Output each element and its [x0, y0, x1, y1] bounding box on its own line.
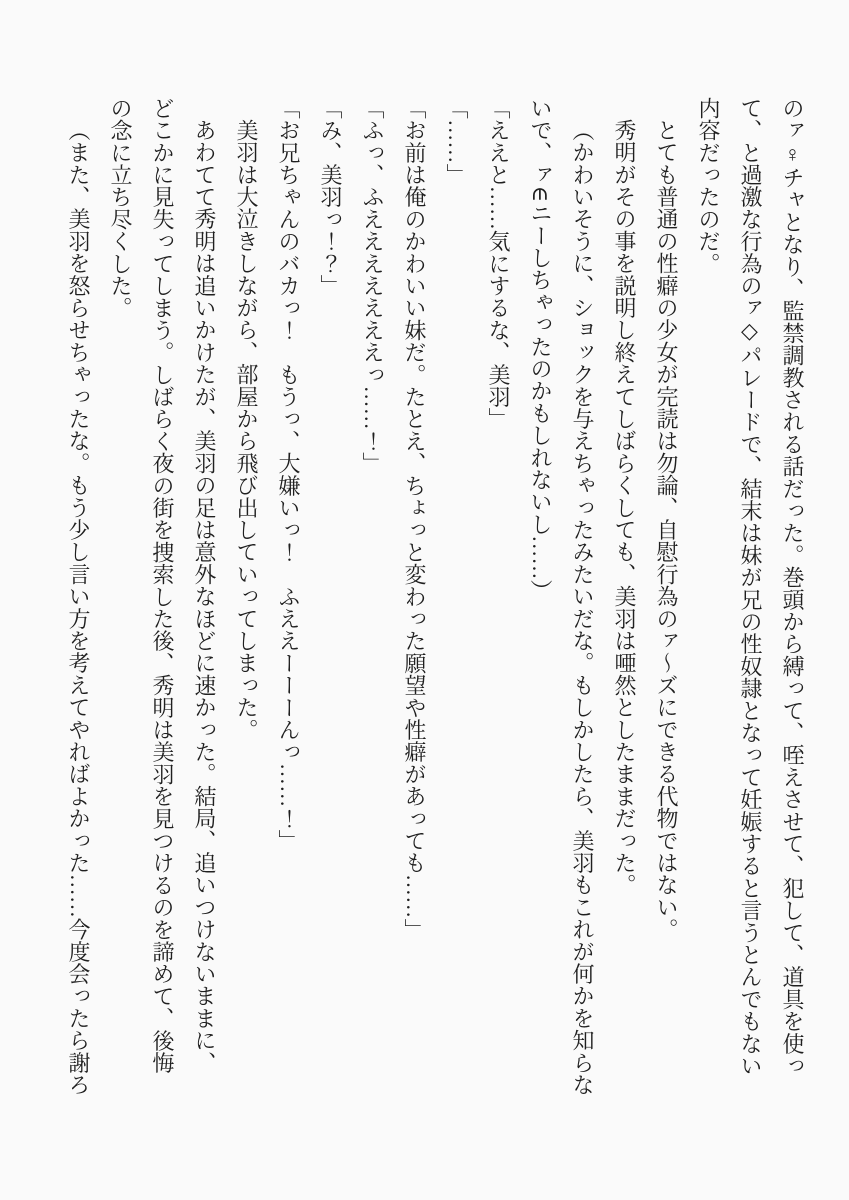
text-line: 「お前は俺のかわいい妹だ。たとえ、ちょっと変わった願望や性癖があっても……」: [402, 97, 427, 941]
text-line: 「ええと……気にするな、美羽」: [486, 97, 511, 430]
text-line: 「お兄ちゃんのバカっ！ もうっ、大嫌いっ！ ふええーーーんっ……！」: [276, 97, 301, 852]
text-line: あわてて秀明は追いかけたが、美羽の足は意外なほどに速かった。結局、追いつけないままに、: [192, 119, 217, 1074]
text-line: のァ♀チャとなり、監禁調教される話だった。巻頭から縛って、咥えさせて、犯して、道具を使っ: [780, 97, 805, 1077]
text-line: （また、美羽を怒らせちゃったな。もう少し言い方を考えてやればよかった……今度会ったら謝ろ: [66, 119, 91, 1096]
text-line: 「み、美羽っ！？」: [318, 97, 343, 297]
text-line: とても普通の性癖の少女が完読は勿論、自慰行為のァ～ズにできる代物ではない。: [654, 119, 679, 941]
text-line: いで、ァ∈ニーしちゃったのかもしれないし……）: [528, 97, 553, 602]
text-line: 「……」: [444, 97, 469, 186]
text-line: 秀明がその事を説明し終えてしばらくしても、美羽は唖然としたままだった。: [612, 119, 637, 896]
text-line: 美羽は大泣きしながら、部屋から飛び出していってしまった。: [234, 119, 259, 741]
page-text: [57, 97, 813, 1097]
text-line: 「ふっ、ふえええええええっ……！」: [360, 97, 385, 475]
text-line: どこかに見失ってしまう。しばらく夜の街を捜索した後、秀明は美羽を見つけるのを諦めて、後悔: [150, 97, 175, 1074]
text-line: 内容だったのだ。: [696, 97, 721, 275]
text-line: （かわいそうに、ショックを与えちゃったみたいだな。もしかしたら、美羽もこれが何かを知らな: [570, 119, 595, 1096]
text-line: て、と過激な行為のァ◇パレードで、結末は妹が兄の性奴隷となって妊娠すると言うとんでもない: [738, 97, 763, 1077]
text-line: の念に立ち尽くした。: [108, 97, 133, 319]
